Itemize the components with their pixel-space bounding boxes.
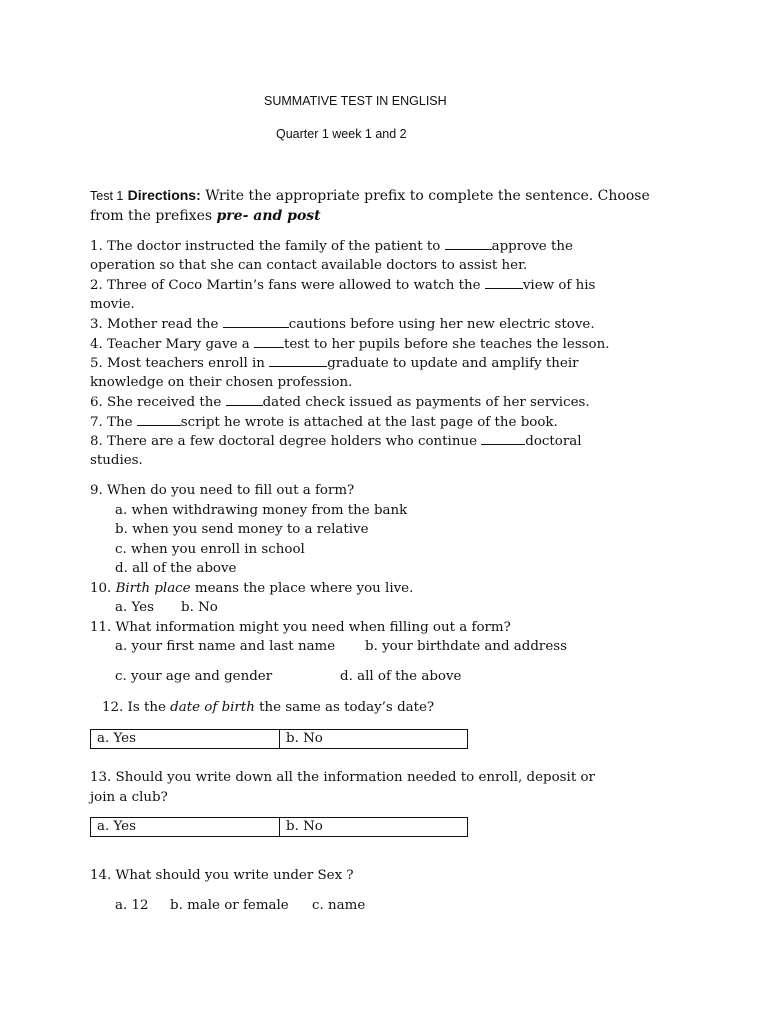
question-1-text-end: approve the — [491, 239, 573, 254]
question-11-option-b: b. your birthdate and address — [365, 639, 568, 654]
question-3 — [90, 314, 595, 335]
question-8-line-1 — [90, 431, 582, 452]
question-5-line-1 — [90, 353, 579, 374]
question-7 — [90, 412, 558, 433]
question-1-line-1 — [90, 236, 573, 257]
answer-blank-4 — [254, 334, 284, 348]
question-10-number: 10. — [90, 580, 116, 596]
question-10-stem — [90, 579, 413, 599]
question-7-text: 7. The — [90, 414, 137, 430]
question-13-line-1: 13. Should you write down all the information needed to enroll, deposit or — [90, 770, 595, 785]
question-2-text: 2. Three of Coco Martin’s fans were allowed to watch the — [90, 278, 485, 293]
directions-text: Write the appropriate prefix to complete the sentence. Choose — [200, 188, 650, 204]
answer-blank-8 — [481, 431, 525, 445]
question-9-option-a: a. when withdrawing money from the bank — [115, 502, 408, 518]
answer-blank-5 — [269, 353, 327, 367]
question-10-term: Birth place — [115, 580, 191, 596]
question-2-line-2: movie. — [90, 296, 135, 312]
question-6-text: 6. She received the — [90, 395, 226, 410]
question-12-stem — [102, 698, 434, 718]
answer-blank-6 — [226, 392, 263, 406]
question-12-option-a[interactable]: a. Yes — [91, 730, 280, 749]
directions-line-2 — [90, 205, 321, 227]
question-9-option-d: d. all of the above — [115, 561, 237, 576]
question-13-answer-table — [90, 817, 468, 837]
question-14-option-c: c. name — [312, 898, 366, 913]
question-1-text: 1. The doctor instructed the family of the patient to — [90, 239, 445, 254]
question-2-text-end: view of his — [522, 278, 596, 293]
question-10-option-b: b. No — [181, 600, 218, 615]
question-9-option-c: c. when you enroll in school — [115, 541, 305, 557]
question-10-option-a: a. Yes — [115, 600, 154, 615]
question-12-answer-table — [90, 729, 468, 749]
test-label: Test 1 — [90, 189, 124, 203]
answer-blank-2 — [485, 275, 523, 289]
question-3-text-end: cautions before using her new electric stove. — [288, 317, 595, 332]
question-11-stem: 11. What information might you need when filling out a form? — [90, 619, 511, 635]
question-5-text-end: graduate to update and amplify their — [327, 356, 579, 371]
answer-blank-1 — [445, 236, 492, 250]
question-14-option-b: b. male or female — [170, 898, 289, 913]
question-6 — [90, 392, 590, 413]
question-13-line-2: join a club? — [90, 789, 168, 805]
question-11-option-a: a. your first name and last name — [115, 639, 336, 654]
page-subtitle: Quarter 1 week 1 and 2 — [276, 127, 407, 141]
directions-line-2-text: from the prefixes — [90, 208, 217, 224]
question-8-line-2: studies. — [90, 452, 143, 468]
question-12-text: the same as today’s date? — [254, 700, 435, 715]
question-4-text-end: test to her pupils before she teaches the lesson. — [284, 336, 610, 352]
question-8-text-end: doctoral — [525, 434, 582, 449]
question-3-text: 3. Mother read the — [90, 317, 223, 332]
question-5-line-2: knowledge on their chosen profession. — [90, 374, 353, 390]
question-10-text: means the place where you live. — [190, 580, 414, 596]
prefix-options: pre- and post — [216, 208, 321, 224]
directions-label: Directions: — [127, 187, 201, 203]
question-13-option-a[interactable]: a. Yes — [91, 818, 280, 837]
question-8-text: 8. There are a few doctoral degree holders who continue — [90, 434, 482, 449]
question-13-option-b[interactable]: b. No — [280, 818, 468, 837]
question-9-stem: 9. When do you need to fill out a form? — [90, 483, 355, 498]
question-2-line-1 — [90, 275, 595, 296]
question-12-option-b[interactable]: b. No — [280, 730, 468, 749]
question-5-text: 5. Most teachers enroll in — [90, 356, 270, 371]
answer-blank-7 — [137, 412, 181, 426]
question-4-text: 4. Teacher Mary gave a — [90, 336, 254, 352]
answer-blank-3 — [223, 314, 289, 328]
question-12-number: 12. Is the — [102, 700, 171, 715]
question-1-line-2: operation so that she can contact available doctors to assist her. — [90, 257, 528, 273]
question-6-text-end: dated check issued as payments of her services. — [262, 395, 590, 410]
question-7-text-end: script he wrote is attached at the last page of the book. — [180, 414, 558, 430]
question-4 — [90, 334, 610, 355]
question-9-option-b: b. when you send money to a relative — [115, 522, 369, 537]
question-14-stem: 14. What should you write under Sex ? — [90, 868, 354, 883]
question-11-option-d: d. all of the above — [340, 669, 462, 684]
question-14-option-a: a. 12 — [115, 898, 149, 913]
page-title: SUMMATIVE TEST IN ENGLISH — [264, 94, 447, 108]
question-11-option-c: c. your age and gender — [115, 669, 273, 684]
question-12-term: date of birth — [170, 700, 255, 715]
